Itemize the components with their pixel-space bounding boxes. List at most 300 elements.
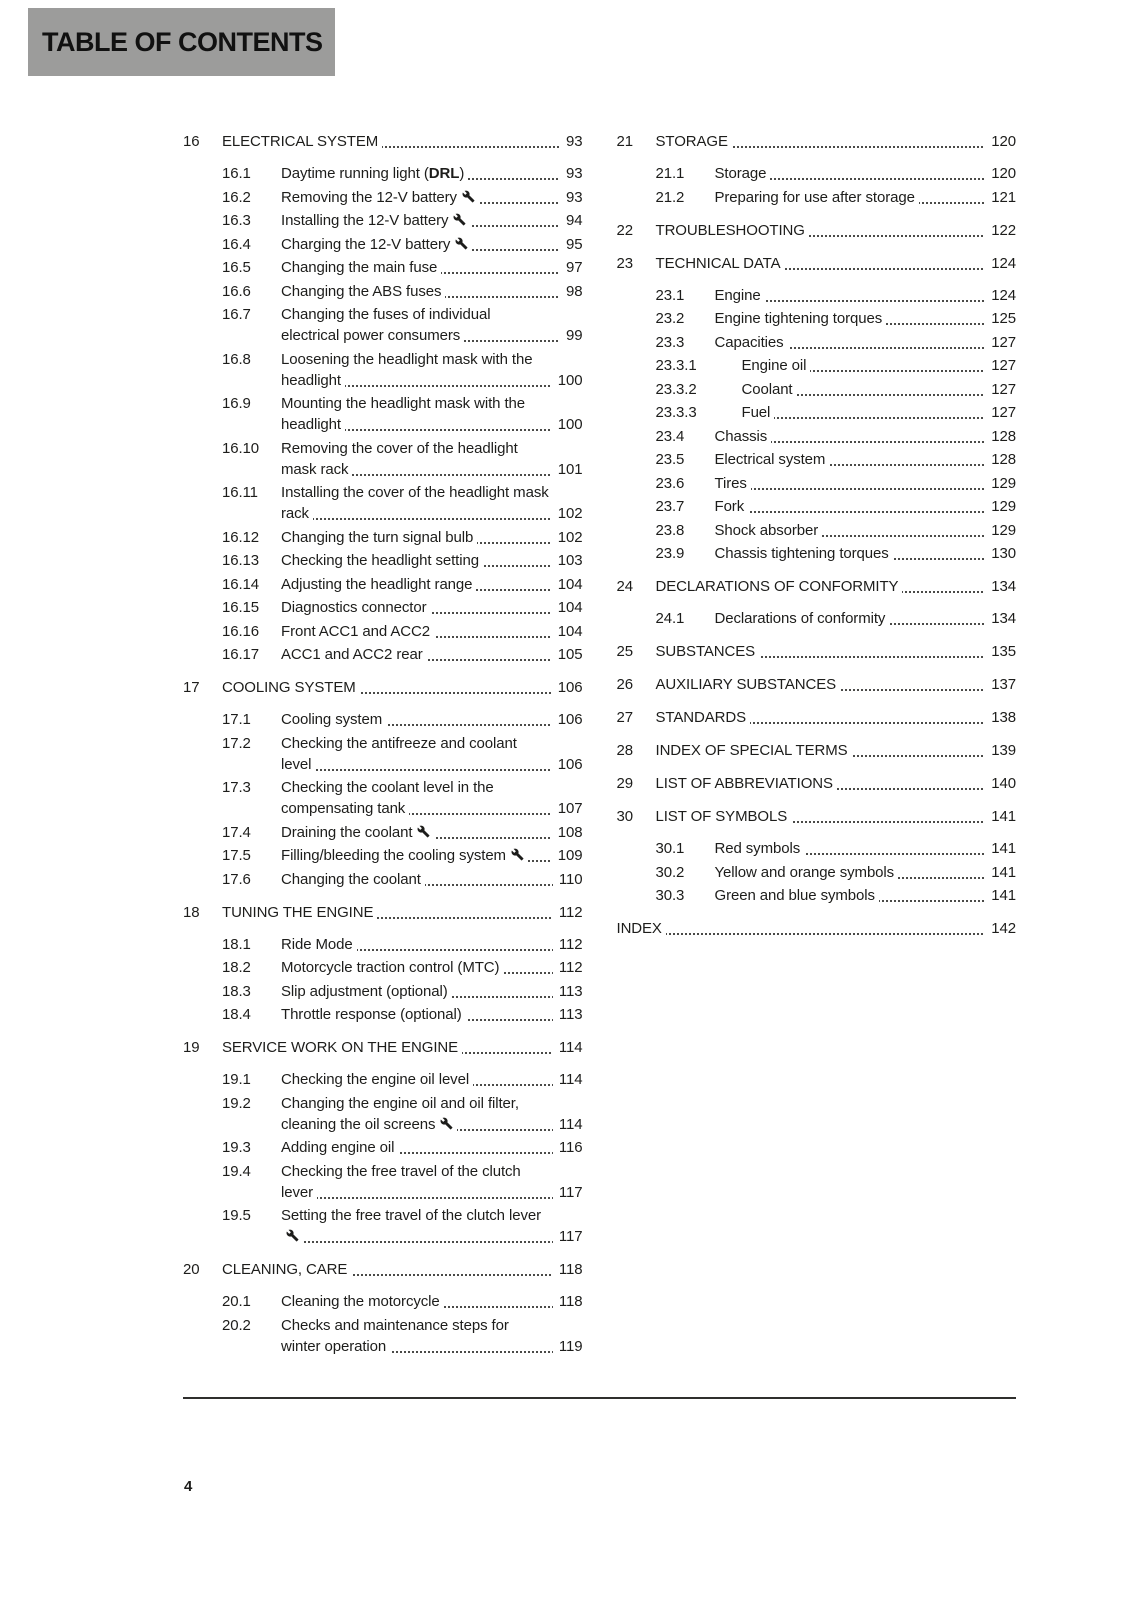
- entry-title: ACC1 and ACC2 rear: [281, 646, 427, 663]
- wrench-icon: [440, 1117, 453, 1130]
- entry-number: 30.1: [655, 840, 685, 857]
- chapter-number: 23: [616, 254, 633, 272]
- entry-title: Checking the free travel of the clutch lever: [281, 1162, 521, 1201]
- entry-title: Checking the headlight setting: [281, 552, 483, 569]
- entry-title: [281, 165, 468, 182]
- toc-entry[interactable]: [222, 1093, 583, 1135]
- wrench-icon: [462, 190, 475, 203]
- toc-section: [617, 253, 1017, 565]
- entry-number: 16.13: [222, 552, 260, 569]
- entry-title: Removing the 12-V battery: [281, 189, 479, 206]
- toc-chapter-row[interactable]: [617, 707, 1017, 728]
- dot-leader: [617, 933, 1016, 935]
- toc-entry[interactable]: [222, 1205, 583, 1247]
- toc-entry[interactable]: [222, 349, 583, 391]
- toc-entry[interactable]: [222, 1161, 583, 1203]
- entry-title: Shock absorber: [715, 522, 823, 539]
- entry-title: Loosening the headlight mask with the headlight: [281, 350, 533, 389]
- entry-page: 141: [985, 862, 1016, 883]
- entry-number: 16.5: [222, 259, 251, 276]
- entry-page: 127: [985, 379, 1016, 400]
- entry-page: 102: [552, 527, 583, 548]
- toc-entry[interactable]: [222, 234, 583, 255]
- toc-entry[interactable]: [222, 550, 583, 571]
- toc-column: [183, 131, 583, 1359]
- entry-number: 16.2: [222, 188, 251, 206]
- toc-column: [617, 131, 1017, 1359]
- toc-section: [617, 740, 1017, 761]
- entry-title: Preparing for use after storage: [715, 189, 919, 206]
- entry-page: 108: [552, 822, 583, 843]
- chapter-title: TUNING THE ENGINE: [222, 904, 377, 921]
- title-bold-fragment: DRL: [428, 165, 460, 182]
- toc-section: [617, 131, 1017, 208]
- toc-section-entries: [222, 709, 583, 890]
- toc-section-entries: [222, 1069, 583, 1247]
- chapter-page: 120: [985, 131, 1016, 152]
- toc-chapter-row[interactable]: [617, 131, 1017, 152]
- entry-title: Throttle response (optional): [281, 1006, 466, 1023]
- chapter-title: SERVICE WORK ON THE ENGINE: [222, 1039, 462, 1056]
- entry-number: 23.3.2: [655, 380, 697, 398]
- entry-page: 107: [552, 798, 583, 819]
- toc-entry[interactable]: [656, 163, 1017, 184]
- toc-chapter-row[interactable]: [617, 740, 1017, 761]
- chapter-number: 26: [616, 676, 633, 693]
- entry-page: 117: [553, 1226, 583, 1247]
- toc-entry[interactable]: [222, 257, 583, 278]
- toc-entry[interactable]: [222, 281, 583, 302]
- toc-entry[interactable]: [656, 187, 1017, 208]
- wrench-icon: [286, 1229, 299, 1242]
- toc-chapter-row[interactable]: [183, 902, 583, 923]
- entry-number: 16.8: [222, 350, 251, 368]
- entry-page: 128: [985, 449, 1016, 470]
- entry-page: 99: [560, 325, 583, 346]
- entry-title: Changing the turn signal bulb: [281, 529, 477, 546]
- toc-entry[interactable]: [656, 449, 1017, 470]
- chapter-page: 118: [553, 1259, 583, 1280]
- entry-number: 17.5: [222, 847, 251, 864]
- entry-page: 93: [560, 163, 583, 184]
- entry-title: Motorcycle traction control (MTC): [281, 959, 503, 976]
- toc-chapter-row[interactable]: [617, 576, 1017, 597]
- toc-entry[interactable]: [222, 597, 583, 618]
- chapter-number: 21: [616, 133, 633, 150]
- entry-number: 16.4: [222, 235, 251, 253]
- toc-section-entries: [656, 285, 1017, 565]
- entry-page: 101: [552, 459, 583, 480]
- entry-page: 130: [985, 543, 1016, 564]
- entry-title: Green and blue symbols: [715, 887, 879, 904]
- entry-number: 16.1: [222, 165, 251, 182]
- chapter-number: 20: [183, 1261, 200, 1278]
- toc-entry[interactable]: [222, 482, 583, 524]
- entry-title: Declarations of conformity: [715, 610, 890, 627]
- toc-chapter-row[interactable]: [183, 1037, 583, 1058]
- toc-entry[interactable]: [222, 621, 583, 642]
- entry-number: 16.14: [222, 575, 260, 593]
- entry-number: 21.2: [655, 188, 685, 206]
- chapter-title: DECLARATIONS OF CONFORMITY: [656, 578, 903, 595]
- entry-number: 23.8: [655, 521, 685, 539]
- chapter-title: INDEX OF SPECIAL TERMS: [656, 742, 852, 759]
- toc-chapter-row[interactable]: [617, 220, 1017, 241]
- toc-section: [617, 674, 1017, 695]
- entry-number: 16.7: [222, 306, 251, 323]
- entry-page: 106: [552, 754, 583, 775]
- chapter-title: ELECTRICAL SYSTEM: [222, 133, 382, 150]
- entry-number: 18.2: [222, 959, 251, 976]
- entry-number: 18.3: [222, 982, 251, 1000]
- entry-number: 30.2: [655, 863, 685, 881]
- entry-title: Chassis tightening torques: [715, 545, 893, 562]
- toc-section-entries: [222, 1291, 583, 1357]
- entry-title: Slip adjustment (optional): [281, 983, 452, 1000]
- entry-page: 112: [553, 934, 583, 955]
- toc-section: [617, 220, 1017, 241]
- chapter-page: 114: [553, 1037, 583, 1058]
- toc-entry[interactable]: [222, 869, 583, 890]
- entry-page: 120: [985, 163, 1016, 184]
- entry-title: Changing the main fuse: [281, 259, 441, 276]
- entry-page: 127: [985, 355, 1016, 376]
- entry-page: 128: [985, 426, 1016, 447]
- entry-page: 103: [552, 550, 583, 571]
- entry-page: 124: [985, 285, 1016, 306]
- toc-entry[interactable]: [222, 210, 583, 231]
- entry-title: Front ACC1 and ACC2: [281, 623, 434, 640]
- toc-entry[interactable]: [222, 957, 583, 978]
- entry-title: Diagnostics connector: [281, 599, 430, 616]
- entry-number: 20.1: [222, 1293, 251, 1310]
- entry-number: 16.17: [222, 646, 260, 663]
- toc-entry[interactable]: [656, 608, 1017, 629]
- entry-page: 121: [985, 187, 1016, 208]
- entry-title: Changing the ABS fuses: [281, 283, 445, 300]
- toc-section: [183, 902, 583, 1026]
- entry-page: 105: [552, 644, 583, 665]
- chapter-number: 17: [183, 679, 200, 696]
- chapter-number: 22: [616, 221, 633, 239]
- toc-entry[interactable]: [656, 862, 1017, 883]
- page-title: TABLE OF CONTENTS: [42, 26, 323, 57]
- entry-page: 95: [560, 234, 583, 255]
- entry-number: 23.3: [655, 333, 685, 351]
- entry-page: 113: [553, 1004, 583, 1025]
- chapter-page: 93: [560, 131, 583, 152]
- entry-page: 93: [560, 187, 583, 208]
- entry-title: Installing the 12-V battery: [281, 212, 470, 229]
- wrench-icon: [455, 237, 468, 250]
- toc-entry[interactable]: [222, 574, 583, 595]
- chapter-number: 18: [183, 903, 200, 921]
- entry-title: Cooling system: [281, 711, 386, 728]
- toc-entry[interactable]: [222, 1004, 583, 1025]
- entry-title: Cleaning the motorcycle: [281, 1293, 444, 1310]
- title-fragment: Daytime running light (: [281, 165, 429, 182]
- toc-entry[interactable]: [222, 845, 583, 866]
- entry-number: 16.12: [222, 528, 260, 546]
- toc-entry[interactable]: [222, 777, 583, 819]
- chapter-title: TECHNICAL DATA: [656, 255, 785, 272]
- entry-number: 16.15: [222, 599, 260, 616]
- entry-title: Chassis: [715, 428, 772, 445]
- toc-entry[interactable]: [222, 163, 583, 184]
- chapter-number: 28: [616, 742, 633, 759]
- dot-leader: [715, 511, 1016, 513]
- toc-entry[interactable]: [222, 1069, 583, 1090]
- chapter-number: 16: [183, 133, 200, 150]
- toc-entry[interactable]: [222, 709, 583, 730]
- entry-title: Fuel: [742, 404, 775, 421]
- entry-number: 17.4: [222, 823, 251, 841]
- chapter-title: TROUBLESHOOTING: [656, 222, 809, 239]
- toc-entry[interactable]: [656, 332, 1017, 353]
- entry-number: 24.1: [655, 610, 685, 627]
- entry-title: Checking the antifreeze and coolant level: [281, 734, 517, 773]
- entry-title: Mounting the headlight mask with the headlight: [281, 395, 526, 433]
- chapter-title: CLEANING, CARE: [222, 1261, 351, 1278]
- toc-entry[interactable]: [656, 520, 1017, 541]
- chapter-title: STORAGE: [656, 133, 732, 150]
- toc-entry[interactable]: [222, 187, 583, 208]
- entry-number: 19.4: [222, 1162, 251, 1180]
- toc-entry[interactable]: [656, 543, 1017, 564]
- entry-page: 127: [985, 402, 1016, 423]
- dot-leader: [715, 488, 1016, 490]
- page-header: [28, 8, 335, 76]
- entry-title: Ride Mode: [281, 936, 357, 953]
- toc-section: [183, 131, 583, 665]
- chapter-number: 27: [616, 709, 633, 726]
- toc-entry[interactable]: [222, 644, 583, 665]
- entry-number: 23.1: [655, 286, 685, 304]
- chapter-number: 30: [616, 808, 633, 825]
- entry-number: 19.2: [222, 1094, 251, 1112]
- entry-number: 17.2: [222, 734, 251, 752]
- entry-title: Engine oil: [742, 357, 811, 374]
- chapter-title: LIST OF ABBREVIATIONS: [656, 775, 837, 792]
- toc-section: [617, 576, 1017, 629]
- toc-entry[interactable]: [656, 885, 1017, 906]
- toc-chapter-row[interactable]: [617, 253, 1017, 274]
- entry-title: Checking the engine oil level: [281, 1071, 473, 1088]
- toc-entry[interactable]: [222, 393, 583, 435]
- toc-chapter-row[interactable]: [183, 677, 583, 698]
- entry-page: 109: [552, 845, 583, 866]
- chapter-page: 140: [985, 773, 1016, 794]
- entry-title: Checking the coolant level in the compensating tank: [281, 779, 494, 817]
- entry-page: 129: [985, 473, 1016, 494]
- entry-number: 23.3.3: [655, 404, 697, 421]
- chapter-page: 134: [985, 576, 1016, 597]
- toc-entry[interactable]: [222, 304, 583, 346]
- dot-leader: [281, 518, 582, 520]
- chapter-number: 29: [616, 775, 633, 792]
- chapter-page: 142: [985, 918, 1016, 939]
- entry-page: 125: [985, 308, 1016, 329]
- entry-number: 16.11: [222, 484, 258, 501]
- toc-entry[interactable]: [222, 527, 583, 548]
- chapter-page: 137: [985, 674, 1016, 695]
- title-fragment: ): [459, 165, 465, 182]
- toc-section-entries: [656, 838, 1017, 906]
- entry-number: 23.7: [655, 498, 685, 515]
- toc-entry[interactable]: [222, 1315, 583, 1357]
- entry-number: 23.6: [655, 474, 685, 492]
- toc-entry[interactable]: [222, 1137, 583, 1158]
- entry-number: 17.6: [222, 870, 251, 888]
- chapter-number: 19: [183, 1039, 200, 1056]
- chapter-title: LIST OF SYMBOLS: [656, 808, 792, 825]
- entry-page: 117: [553, 1182, 583, 1203]
- toc-section: [617, 773, 1017, 794]
- dot-leader: [281, 1197, 582, 1199]
- toc-chapter-row[interactable]: [617, 773, 1017, 794]
- chapter-page: 135: [985, 641, 1016, 662]
- entry-title: Electrical system: [715, 451, 830, 468]
- dot-leader: [281, 1241, 582, 1243]
- toc-entry[interactable]: [222, 981, 583, 1002]
- entry-title: Fork: [715, 498, 749, 515]
- entry-title: Checks and maintenance steps for winter operation: [281, 1316, 509, 1355]
- entry-page: 113: [553, 981, 583, 1002]
- entry-number: 18.1: [222, 935, 251, 953]
- toc-entry[interactable]: [656, 473, 1017, 494]
- entry-number: 16.10: [222, 439, 260, 457]
- footer-page-number: 4: [184, 1478, 193, 1495]
- toc-section: [617, 641, 1017, 662]
- entry-page: 129: [985, 496, 1016, 517]
- chapter-title: INDEX: [617, 920, 666, 937]
- entry-page: 141: [985, 838, 1016, 859]
- entry-page: 134: [985, 608, 1016, 629]
- entry-page: 119: [553, 1336, 583, 1357]
- toc-section-entries: [222, 163, 583, 665]
- entry-number: 20.2: [222, 1316, 251, 1334]
- entry-title: Engine: [715, 287, 765, 304]
- toc-entry[interactable]: [656, 379, 1017, 400]
- chapter-number: 25: [616, 643, 633, 660]
- entry-number: 16.6: [222, 282, 251, 300]
- entry-page: 97: [560, 257, 583, 278]
- entry-title: Removing the cover of the headlight mask rack: [281, 439, 518, 478]
- entry-title: Yellow and orange symbols: [715, 864, 899, 881]
- toc-chapter-row[interactable]: [183, 1259, 583, 1280]
- toc-chapter-row[interactable]: [617, 674, 1017, 695]
- entry-page: 118: [553, 1291, 583, 1312]
- chapter-title: SUBSTANCES: [656, 643, 760, 660]
- entry-number: 16.3: [222, 212, 251, 229]
- entry-number: 19.5: [222, 1207, 251, 1224]
- chapter-page: 139: [985, 740, 1016, 761]
- entry-number: 17.1: [222, 711, 251, 728]
- entry-page: 104: [552, 597, 583, 618]
- wrench-icon: [417, 825, 430, 838]
- toc-entry[interactable]: [222, 733, 583, 775]
- entry-number: 30.3: [655, 887, 685, 904]
- toc-section: [183, 677, 583, 890]
- chapter-number: 24: [616, 578, 633, 595]
- chapter-title: COOLING SYSTEM: [222, 679, 360, 696]
- entry-title: Setting the free travel of the clutch lever: [281, 1207, 541, 1245]
- entry-page: 104: [552, 621, 583, 642]
- entry-page: 100: [552, 370, 583, 391]
- entry-page: 100: [552, 414, 583, 435]
- chapter-page: 122: [985, 220, 1016, 241]
- chapter-page: 138: [985, 707, 1016, 728]
- entry-number: 16.16: [222, 622, 260, 640]
- dot-leader: [281, 769, 582, 771]
- chapter-title: STANDARDS: [656, 709, 751, 726]
- entry-title: Tires: [715, 475, 751, 492]
- toc-chapter-row[interactable]: [617, 806, 1017, 827]
- entry-page: 129: [985, 520, 1016, 541]
- entry-title: Adjusting the headlight range: [281, 576, 476, 593]
- entry-number: 23.4: [655, 427, 685, 445]
- toc-entry[interactable]: [222, 822, 583, 843]
- entry-page: 98: [560, 281, 583, 302]
- toc-section-entries: [656, 608, 1017, 629]
- entry-number: 23.2: [655, 310, 685, 327]
- toc-section: [617, 707, 1017, 728]
- toc-entry[interactable]: [656, 426, 1017, 447]
- entry-page: 114: [553, 1114, 583, 1135]
- wrench-icon: [453, 213, 466, 226]
- entry-number: 18.4: [222, 1006, 251, 1023]
- toc-entry[interactable]: [656, 285, 1017, 306]
- entry-page: 110: [553, 869, 583, 890]
- toc-entry[interactable]: [222, 934, 583, 955]
- toc-chapter-row[interactable]: [183, 131, 583, 152]
- entry-title: Engine tightening torques: [715, 310, 887, 327]
- entry-page: 94: [560, 210, 583, 231]
- toc-entry[interactable]: [656, 402, 1017, 423]
- toc-entry[interactable]: [656, 355, 1017, 376]
- entry-page: 112: [553, 957, 583, 978]
- toc-entry[interactable]: [222, 438, 583, 480]
- toc-section: [183, 1037, 583, 1247]
- chapter-page: 141: [985, 806, 1016, 827]
- toc-entry[interactable]: [656, 496, 1017, 517]
- entry-number: 23.5: [655, 451, 685, 468]
- wrench-icon: [511, 848, 524, 861]
- toc-chapter-row[interactable]: [617, 641, 1017, 662]
- toc-entry[interactable]: [656, 838, 1017, 859]
- chapter-page: 124: [985, 253, 1016, 274]
- entry-title: Draining the coolant: [281, 824, 434, 841]
- toc-entry[interactable]: [222, 1291, 583, 1312]
- entry-title: Installing the cover of the headlight mask rack: [281, 484, 549, 522]
- entry-page: 116: [553, 1137, 583, 1158]
- toc-section: [617, 918, 1017, 939]
- entry-title: Changing the fuses of individual electrical power consumers: [281, 306, 491, 344]
- entry-title: Changing the engine oil and oil filter, cleaning the oil screens: [281, 1094, 519, 1133]
- table-of-contents: [183, 131, 1016, 1359]
- entry-page: 141: [985, 885, 1016, 906]
- entry-title: Charging the 12-V battery: [281, 236, 472, 253]
- entry-page: 114: [553, 1069, 583, 1090]
- toc-entry[interactable]: [656, 308, 1017, 329]
- entry-title: Capacities: [715, 334, 788, 351]
- dot-leader: [742, 417, 1016, 419]
- entry-number: 21.1: [655, 165, 685, 182]
- toc-chapter-row[interactable]: [617, 918, 1017, 939]
- entry-number: 23.3.1: [655, 357, 697, 374]
- entry-title: Storage: [715, 165, 771, 182]
- chapter-title: AUXILIARY SUBSTANCES: [656, 676, 841, 693]
